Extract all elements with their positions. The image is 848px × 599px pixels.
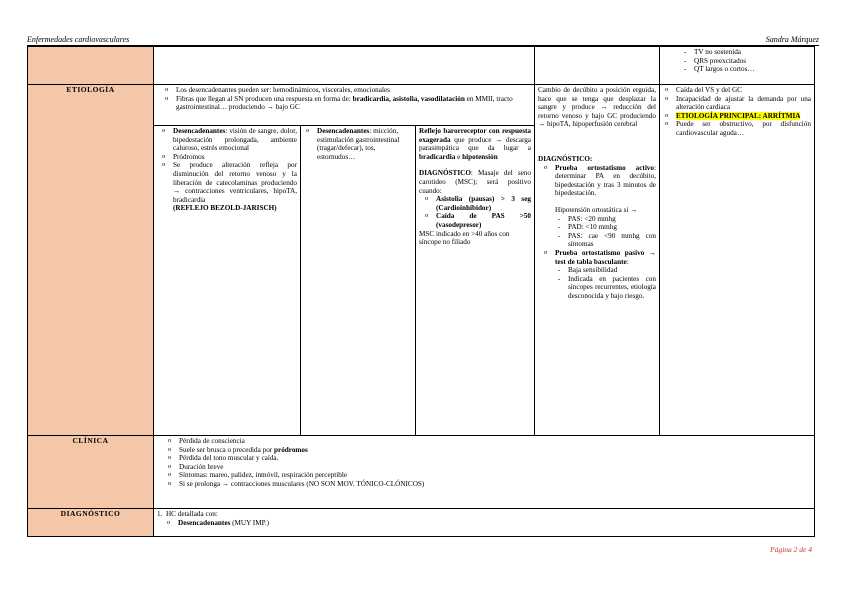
clinica-item-4: o Duración breve	[166, 463, 811, 472]
diagnostico-sub-bold: Desencadenantes	[178, 518, 231, 527]
col4-pas: - PAS: <20 mmhg	[555, 215, 656, 224]
col3-caida-text: Caída de PAS >50 (vasodepresor)	[436, 212, 531, 229]
header-left: Enfermedades cardiovasculares	[27, 35, 130, 44]
diagnostico-label-cell	[27, 508, 154, 537]
col4-indicada: - Indicada en pacientes con síncopes recurrentes, etiología desconocida y bajo riesgo.	[555, 275, 656, 301]
clinica-item-6: o Si se prolonga → contracciones musculares (NO SON MOV. TÓNICO-CLÓNICOS)	[166, 480, 811, 489]
col3-reflejo-bold: Reflejo barorreceptor con respuesta exagerada	[419, 127, 531, 144]
col3-reflejo-text2: e	[455, 152, 463, 161]
col5-etiologia-principal-text: ETIOLOGÍA PRINCIPAL: ARRÍTMIA	[676, 111, 801, 120]
etio-intro-item-2	[163, 95, 531, 112]
col3-caida	[423, 212, 531, 229]
col3-reflejo-text1: que produce → descarga parasimpática que da lugar a	[419, 135, 531, 153]
col3-hipotension: hipotensión	[462, 152, 498, 161]
top-right-item: - QT largos o cortos…	[681, 65, 811, 74]
top-main-cell	[153, 46, 535, 85]
etio-col2-cell	[300, 125, 416, 436]
clinica-label: CLÍNICA	[72, 436, 109, 445]
col3-diag-label: DIAGNÓSTICO	[419, 169, 471, 178]
clinica-item-5: o Síntomas: mareo, palidez, inmóvil, respiración perceptible	[166, 471, 811, 480]
top-right-cell	[659, 46, 815, 85]
diagnostico-sub	[165, 519, 811, 528]
col5-caida: o Caída del VS y del GC	[663, 86, 811, 95]
etio-col5-cell	[659, 84, 815, 436]
col1-desencadenantes	[160, 127, 297, 153]
col2-desenc-text: : micción, estimulación gastrointestinal (tragar/defecar), tos, estornudos…	[317, 127, 400, 161]
col4-diag-label: DIAGNÓSTICO:	[538, 154, 593, 163]
etio-intro-cell	[153, 84, 535, 125]
clinica-item-1: o Pérdida de consciencia	[166, 437, 811, 446]
top-col4-cell	[534, 46, 660, 85]
col4-hipotension: Hipotensión ortostática si →	[555, 205, 638, 214]
col3-bradicardia: bradicardia	[419, 152, 456, 161]
diagnostico-label: DIAGNÓSTICO	[60, 509, 121, 518]
col1-se-produce-text: Se produce alteración refleja por disminución del retorno venoso y la liberación de catecolaminas produciendo → contracciones ventriculares, hipoTA, bradicardia	[173, 161, 297, 204]
col1-desenc-text: : visión de sangre, dolor, bipedestación prolongada, ambiente caluroso, estrés emocional	[173, 127, 297, 153]
etio-intro-item-1: o Los desencadenantes pueden ser: hemodinámicos, viscerales, emocionales	[163, 86, 531, 95]
col3-reflejo	[419, 127, 531, 161]
etiologia-label: ETIOLOGÍA	[66, 85, 115, 94]
clinica-content-cell	[153, 435, 815, 509]
top-label-cell	[27, 46, 154, 85]
col5-incapacidad: o Incapacidad de ajustar la demanda por una alteración cardiaca	[663, 95, 811, 112]
etio-col3-cell	[415, 125, 535, 436]
content-table	[27, 46, 815, 537]
col4-pad: - PAD: <10 mmhg	[555, 223, 656, 232]
clinica-item-2-pre: Suele ser brusca o precedida por	[179, 445, 274, 454]
etio-intro-item-2-post: en MMII, tracto gastrointestinal… produciendo → bajo GC	[176, 94, 513, 112]
col1-prodromos: o Pródromos	[160, 153, 297, 162]
clinica-item-2	[166, 446, 811, 455]
diagnostico-content-cell	[153, 508, 815, 537]
top-right-item: - QRS preexcitados	[681, 57, 811, 66]
etio-intro-item-2-bold: bradicardia, asistolia, vasodilatación	[352, 94, 465, 103]
col1-reflejo: (REFLEJO BEZOLD-JARISCH)	[173, 204, 277, 213]
page-number: Página 2 de 4	[770, 545, 812, 554]
diagnostico-num: 1.	[157, 510, 163, 518]
col4-prueba-activo-text: : determinar PA en decúbito, bipedestación y tras 3 minutos de bipedestación.	[555, 163, 656, 198]
col3-diagnostico	[419, 169, 531, 195]
etio-col1-cell	[153, 125, 301, 436]
col4-intro: Cambio de decúbito a posición erguida, hace que se tenga que desplazar la sangre y produce → reducción del retorno venoso y bajo GC produciendo → hipoTA, hipoperfusión cerebral	[538, 86, 656, 129]
clinica-label-cell	[27, 435, 154, 509]
col3-diag-text: : Masaje del seno carotideo (MSC); será positivo cuando:	[419, 169, 531, 195]
etio-col4-cell	[534, 84, 660, 436]
etio-intro-item-2-pre: Fibras que llegan al SN producen una respuesta en forma de:	[176, 94, 353, 103]
clinica-item-3: o Pérdida del tono muscular y caída.	[166, 454, 811, 463]
col3-asistolia	[423, 195, 531, 212]
col4-prueba-pasivo-bold: Prueba ortostatismo pasivo → test de tabla basculante	[555, 248, 656, 266]
col4-sensibilidad: - Baja sensibilidad	[555, 266, 656, 275]
col2-desencadenantes	[304, 127, 412, 161]
col2-desenc-bold: Desencadenantes	[317, 127, 370, 135]
diagnostico-line1-text: HC detallada con:	[165, 510, 218, 518]
top-right-item: - TV no sostenida	[681, 48, 811, 57]
col4-prueba-pasivo: o Prueba ortostatismo pasivo → test de tabla basculante: - Baja sensibilidad - Indicada en pacientes con síncopes recurrentes, etiología desconocida y bajo riesgo.	[542, 249, 656, 301]
header-right: Sandra Márquez	[765, 35, 819, 44]
etiologia-label-cell	[27, 84, 154, 436]
col3-asistolia-text: Asistolia (pausas) > 3 seg (Cardioinhibidor)	[436, 195, 531, 212]
diagnostico-line-1	[157, 510, 811, 519]
col4-prueba-activo-bold: Prueba ortostatismo activo	[555, 163, 654, 172]
col1-se-produce	[160, 161, 297, 213]
diagnostico-sub-text: (MUY IMP.)	[230, 518, 269, 527]
col3-msc: MSC indicado en >40 años con síncope no filiado	[419, 229, 510, 247]
col5-obstructivo: o Puede ser obstructivo, por disfunción cardiovascular aguda…	[663, 120, 811, 137]
col4-prueba-activo	[542, 164, 656, 249]
clinica-item-2-bold: pródromos	[274, 445, 308, 454]
col5-etiologia-principal	[663, 112, 811, 121]
col4-pas2: - PAS: cae <90 mmhg con síntomas	[555, 232, 656, 249]
col1-desenc-bold: Desencadenantes	[173, 127, 226, 135]
